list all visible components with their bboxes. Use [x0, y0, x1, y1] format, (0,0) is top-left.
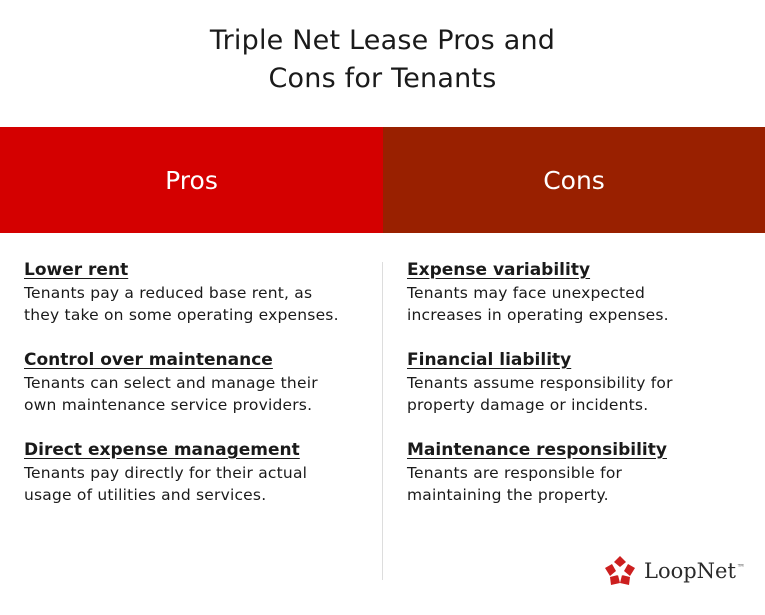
- pros-item-text-line: own maintenance service providers.: [24, 396, 313, 414]
- pros-item-text-line: Tenants pay directly for their actual: [24, 464, 308, 482]
- cons-item-text-line: increases in operating expenses.: [407, 306, 669, 324]
- loopnet-logo: [604, 555, 745, 587]
- cons-item-financial-liability: [407, 348, 752, 416]
- cons-column: [407, 258, 752, 528]
- loopnet-star-icon: [604, 555, 636, 587]
- cons-item-text-line: Tenants may face unexpected: [407, 284, 646, 302]
- cons-item-text-line: maintaining the property.: [407, 486, 609, 504]
- pros-item-control-over-maintenance: [24, 348, 369, 416]
- cons-item-maintenance-responsibility: [407, 438, 752, 506]
- cons-header: Cons: [383, 127, 765, 233]
- pros-item-direct-expense-management: [24, 438, 369, 506]
- pros-column: [24, 258, 369, 528]
- title-line-2: Cons for Tenants: [268, 63, 497, 94]
- pros-item-heading: Control over maintenance: [24, 350, 273, 370]
- logo-wordmark: [644, 559, 745, 583]
- pros-header: Pros: [0, 127, 383, 233]
- cons-item-expense-variability: [407, 258, 752, 326]
- logo-name: LoopNet: [644, 559, 736, 583]
- page-title: [0, 22, 765, 98]
- cons-item-text-line: Tenants are responsible for: [407, 464, 623, 482]
- cons-item-text-line: property damage or incidents.: [407, 396, 649, 414]
- pros-item-text-line: usage of utilities and services.: [24, 486, 267, 504]
- cons-item-text-line: Tenants assume responsibility for: [407, 374, 673, 392]
- pros-item-text-line: they take on some operating expenses.: [24, 306, 339, 324]
- pros-item-lower-rent: [24, 258, 369, 326]
- pros-item-text-line: Tenants pay a reduced base rent, as: [24, 284, 313, 302]
- column-divider: [382, 262, 383, 580]
- logo-trademark: ™: [736, 563, 745, 572]
- cons-item-heading: Expense variability: [407, 260, 591, 280]
- cons-item-heading: Maintenance responsibility: [407, 440, 667, 460]
- pros-item-heading: Lower rent: [24, 260, 129, 280]
- pros-item-text-line: Tenants can select and manage their: [24, 374, 318, 392]
- title-line-1: Triple Net Lease Pros and: [209, 25, 556, 56]
- column-headers: [0, 127, 765, 233]
- cons-item-heading: Financial liability: [407, 350, 572, 370]
- pros-item-heading: Direct expense management: [24, 440, 300, 460]
